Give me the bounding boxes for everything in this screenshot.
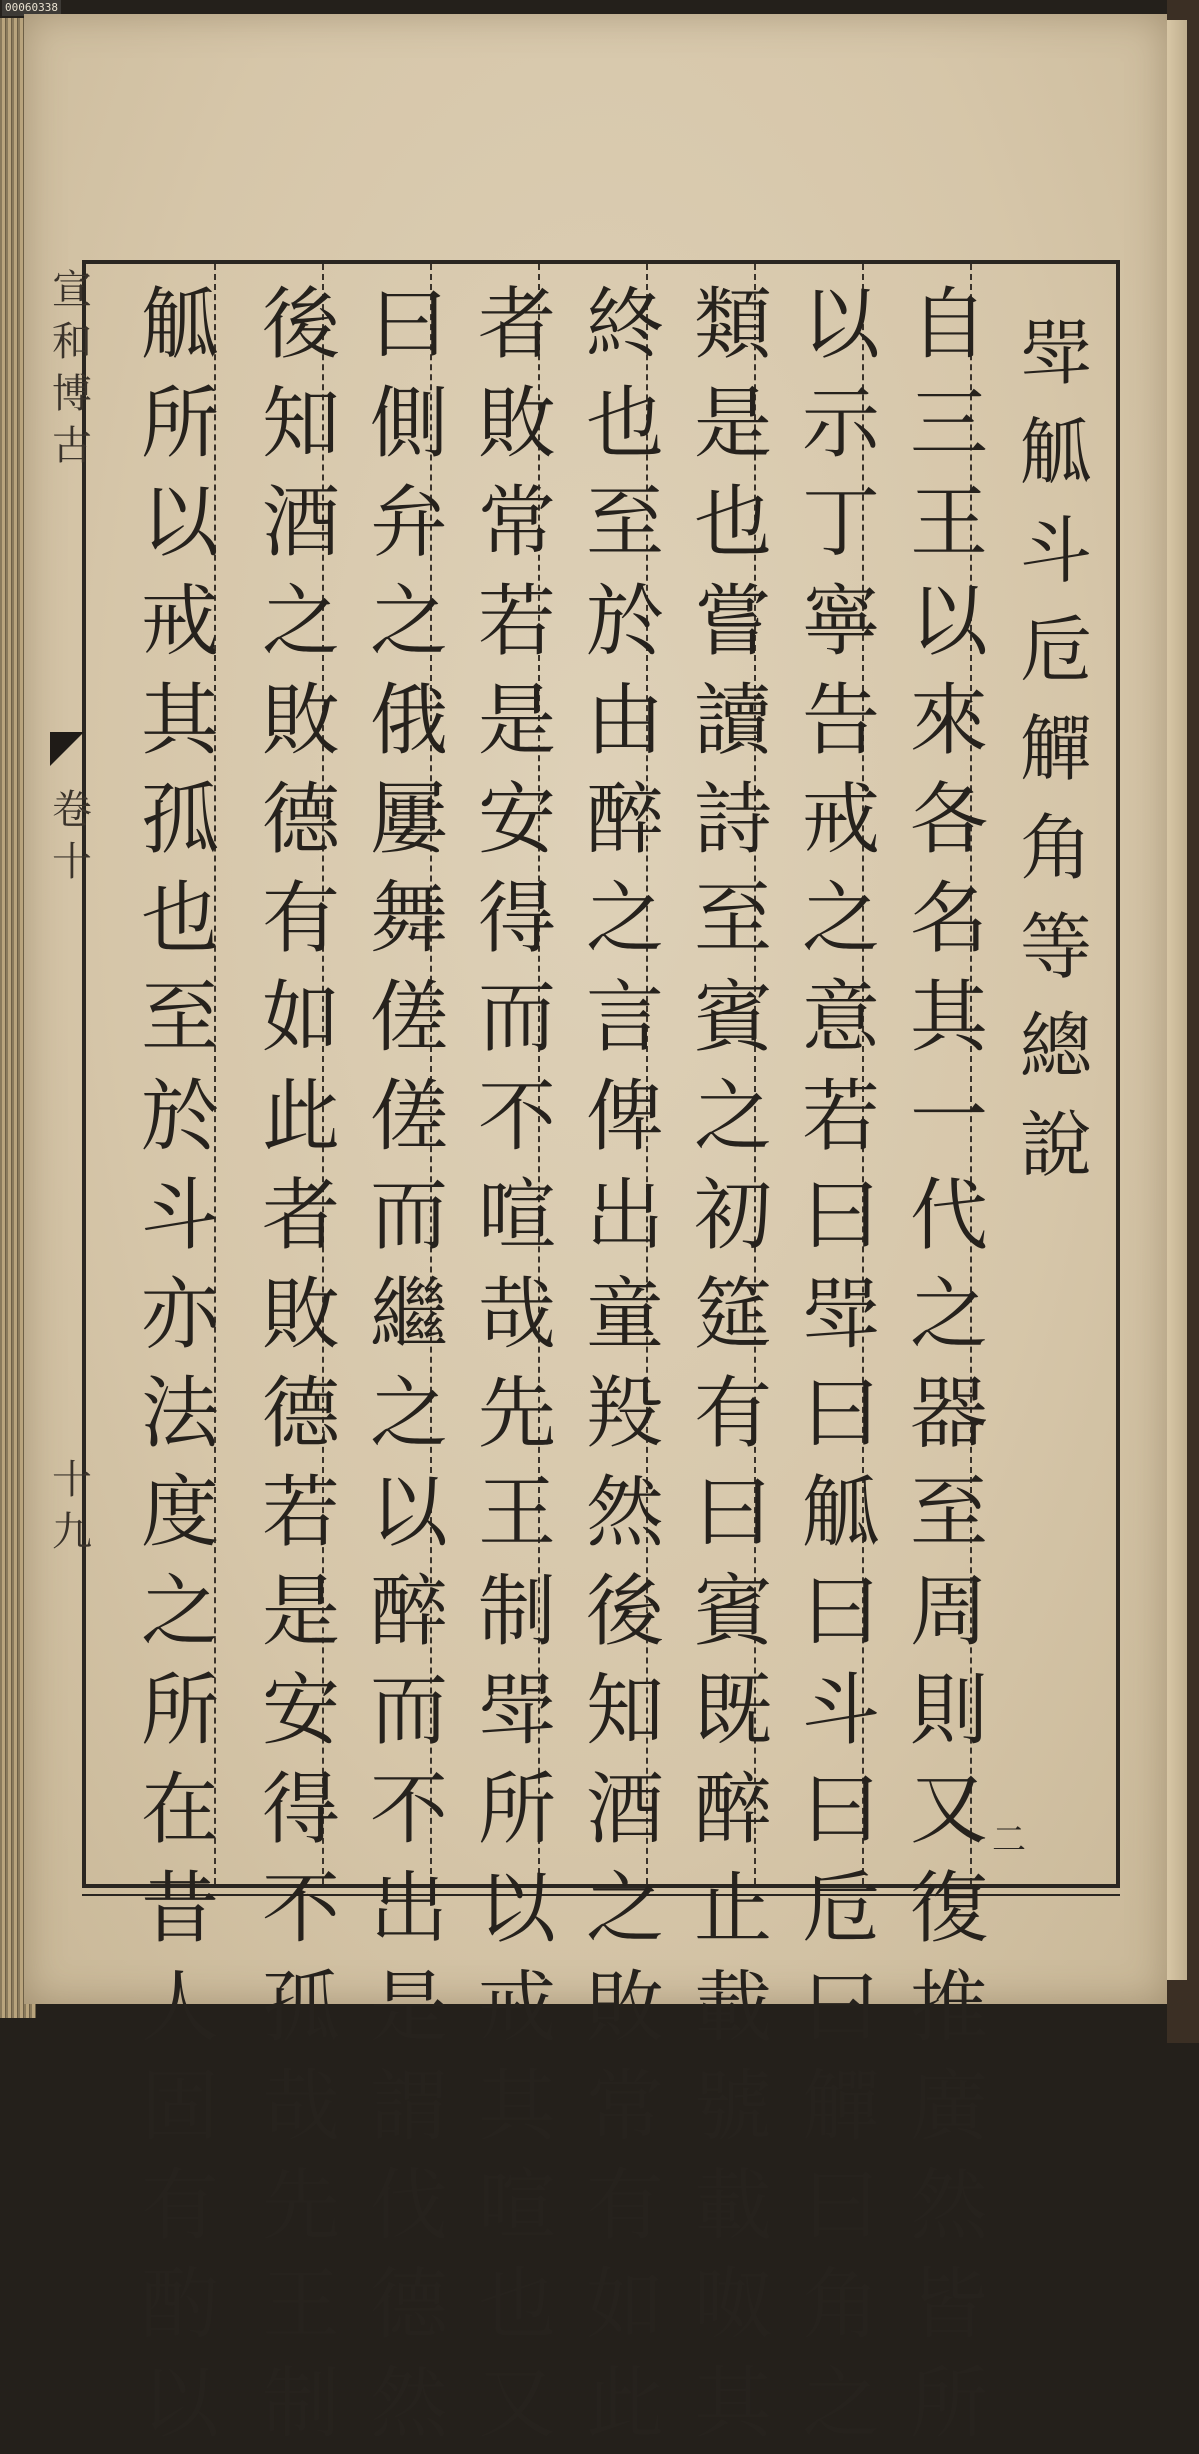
character: 得 (261, 1765, 340, 1855)
character: 三 (909, 379, 988, 469)
character: 屢 (369, 775, 448, 865)
character: 九 (52, 1509, 92, 1555)
text-column (899, 276, 999, 2454)
character: 其 (140, 676, 219, 766)
character: 止 (693, 1864, 772, 1954)
character: 告 (801, 676, 880, 766)
character: 羖 (585, 1369, 664, 1459)
character: 固 (140, 2062, 219, 2152)
character: 若 (477, 577, 556, 667)
character: 一 (909, 1072, 988, 1162)
character: 曰 (801, 1567, 880, 1657)
folio-number: 二 (992, 1820, 1026, 1860)
text-column (251, 276, 351, 2454)
character: 者 (261, 1171, 340, 1261)
character: 號 (693, 2062, 772, 2152)
character: 俄 (369, 676, 448, 766)
character: 不 (477, 1072, 556, 1162)
character: 也 (585, 379, 664, 469)
character: 筵 (693, 1270, 772, 1360)
character: 則 (909, 1666, 988, 1756)
character: 以 (801, 280, 880, 370)
character: 之 (693, 1072, 772, 1162)
character: 之 (801, 2359, 880, 2449)
character: 斝 (801, 1270, 880, 1360)
character: 醉 (585, 775, 664, 865)
character: 曰 (801, 1171, 880, 1261)
character: 以 (140, 478, 219, 568)
character: 斗 (1019, 509, 1092, 593)
character: 賓 (693, 973, 772, 1063)
character: 詩 (693, 775, 772, 865)
character: 讀 (693, 676, 772, 766)
character: 既 (693, 1666, 772, 1756)
character: 廣 (909, 2062, 988, 2152)
character: 周 (909, 1567, 988, 1657)
character: 然 (369, 2359, 448, 2449)
character: 以 (909, 577, 988, 667)
character: 和 (52, 319, 92, 365)
character: 不 (261, 1864, 340, 1954)
character: 知 (261, 379, 340, 469)
character: 人 (140, 1963, 219, 2053)
character: 是 (261, 1567, 340, 1657)
character: 來 (909, 676, 988, 766)
character: 所 (909, 2359, 988, 2449)
character: 言 (585, 973, 664, 1063)
character: 戒 (801, 775, 880, 865)
character: 卷 (52, 787, 92, 833)
character: 以 (140, 2359, 219, 2449)
character: 以 (369, 1468, 448, 1558)
character: 安 (261, 1666, 340, 1756)
character: 有 (585, 2161, 664, 2251)
character: 之 (909, 1270, 988, 1360)
character: 斝 (1019, 311, 1092, 395)
character: 常 (585, 2062, 664, 2152)
character: 法 (140, 1369, 219, 1459)
character: 觚 (140, 280, 219, 370)
character: 類 (693, 280, 772, 370)
character: 示 (801, 379, 880, 469)
character: 戒 (477, 1963, 556, 2053)
character: 推 (909, 1963, 988, 2053)
character: 而 (369, 1171, 448, 1261)
character: 名 (909, 874, 988, 964)
character: 嘗 (693, 577, 772, 667)
character: 自 (909, 280, 988, 370)
character: 如 (585, 2260, 664, 2350)
character: 出 (585, 1171, 664, 1261)
text-column (683, 276, 783, 2454)
character: 哉 (477, 1270, 556, 1360)
character: 各 (909, 775, 988, 865)
character: 其 (693, 2359, 772, 2449)
character: 此 (585, 2359, 664, 2449)
character: 若 (801, 1072, 880, 1162)
character: 卮 (801, 1864, 880, 1954)
character: 斗 (140, 1171, 219, 1261)
character: 不 (369, 1765, 448, 1855)
margin-folio (50, 1454, 94, 1558)
character: 載 (693, 2161, 772, 2251)
character: 復 (909, 1864, 988, 1954)
character: 之 (261, 577, 340, 667)
character: 載 (693, 1963, 772, 2053)
character: 也 (140, 874, 219, 964)
character: 孤 (261, 1963, 340, 2053)
character: 側 (369, 379, 448, 469)
character: 至 (693, 874, 772, 964)
character: 其 (477, 2062, 556, 2152)
page-id-label: 00060338 (2, 0, 61, 16)
next-leaf-edge (1167, 0, 1199, 2043)
character: 觶 (1019, 707, 1092, 791)
character: 等 (1019, 905, 1092, 989)
character: 器 (909, 1369, 988, 1459)
character: 也 (693, 478, 772, 568)
character: 觚 (1019, 410, 1092, 494)
character: 安 (477, 775, 556, 865)
character: 博 (52, 371, 92, 417)
character: 所 (140, 379, 219, 469)
character: 傞 (369, 1072, 448, 1162)
character: 之 (140, 1567, 219, 1657)
character: 曰 (801, 2161, 880, 2251)
character: 而 (369, 1666, 448, 1756)
character: 昔 (140, 1864, 219, 1954)
character: 角 (1019, 806, 1092, 890)
character: 先 (477, 1369, 556, 1459)
character: 繼 (369, 1270, 448, 1360)
character: 之 (801, 874, 880, 964)
character: 如 (261, 973, 340, 1063)
text-column (575, 276, 675, 2454)
character: 戒 (140, 577, 219, 667)
character: 之 (585, 1864, 664, 1954)
next-leaf-paper (1167, 20, 1187, 1980)
character: 意 (801, 973, 880, 1063)
character: 此 (261, 1072, 340, 1162)
character: 又 (909, 1765, 988, 1855)
character: 呶 (693, 2260, 772, 2350)
character: 又 (477, 2359, 556, 2449)
character: 其 (909, 973, 988, 1063)
character: 童 (585, 1270, 664, 1360)
character: 曰 (801, 1963, 880, 2053)
character: 是 (369, 1963, 448, 2053)
character: 於 (585, 577, 664, 667)
character: 是 (693, 379, 772, 469)
character: 所 (140, 1666, 219, 1756)
character: 傞 (369, 973, 448, 1063)
character: 德 (261, 775, 340, 865)
character: 代 (909, 1171, 988, 1261)
character: 王 (261, 2260, 340, 2350)
character: 觚 (801, 1468, 880, 1558)
character: 先 (261, 2161, 340, 2251)
character: 總 (1019, 1004, 1092, 1088)
character: 以 (477, 1864, 556, 1954)
text-column (359, 276, 459, 2454)
character: 之 (585, 874, 664, 964)
fishtail-marker (50, 732, 84, 766)
character: 知 (585, 1666, 664, 1756)
character: 所 (477, 1765, 556, 1855)
character: 酌 (140, 2260, 219, 2350)
character: 然 (585, 1468, 664, 1558)
character: 在 (140, 1765, 219, 1855)
character: 孤 (140, 775, 219, 865)
character: 伐 (369, 2161, 448, 2251)
character: 至 (909, 1468, 988, 1558)
character: 之 (369, 577, 448, 667)
character: 者 (477, 280, 556, 370)
margin-title (50, 264, 94, 472)
character: 舞 (369, 874, 448, 964)
character: 角 (801, 2260, 880, 2350)
character: 是 (477, 676, 556, 766)
character: 謂 (369, 2062, 448, 2152)
character: 王 (909, 478, 988, 568)
character: 弁 (369, 478, 448, 568)
character: 常 (477, 478, 556, 568)
character: 至 (585, 478, 664, 568)
character: 曰 (693, 1468, 772, 1558)
character: 說 (1019, 1103, 1092, 1187)
character: 敗 (261, 676, 340, 766)
character: 觶 (801, 2062, 880, 2152)
character: 丁 (801, 478, 880, 568)
character: 有 (693, 1369, 772, 1459)
character: 醉 (693, 1765, 772, 1855)
character: 哉 (261, 2062, 340, 2152)
character: 亦 (140, 1270, 219, 1360)
character: 酒 (585, 1765, 664, 1855)
character: 制 (261, 2359, 340, 2449)
character: 曰 (369, 280, 448, 370)
character: 酒 (261, 478, 340, 568)
character: 寧 (801, 577, 880, 667)
character: 醉 (369, 1567, 448, 1657)
character: 俾 (585, 1072, 664, 1162)
character: 古 (52, 423, 92, 469)
character: 有 (140, 2161, 219, 2251)
character: 終 (585, 280, 664, 370)
character: 於 (140, 1072, 219, 1162)
character: 也 (477, 2260, 556, 2350)
character: 斝 (477, 1666, 556, 1756)
text-column (130, 276, 230, 2454)
character: 宣 (52, 267, 92, 313)
character: 制 (477, 1567, 556, 1657)
character: 喧 (477, 1171, 556, 1261)
character: 皆 (909, 2260, 988, 2350)
character: 曰 (801, 1765, 880, 1855)
character: 由 (585, 676, 664, 766)
character: 卮 (1019, 608, 1092, 692)
character: 然 (909, 2161, 988, 2251)
character: 王 (477, 1468, 556, 1558)
text-column (791, 276, 891, 2454)
character: 敗 (261, 1270, 340, 1360)
character: 曰 (801, 1369, 880, 1459)
character: 後 (585, 1567, 664, 1657)
margin-volume (50, 784, 94, 888)
character: 賓 (693, 1567, 772, 1657)
character: 德 (369, 2260, 448, 2350)
character: 之 (369, 1369, 448, 1459)
character: 德 (261, 1369, 340, 1459)
book-page (24, 14, 1168, 2449)
text-column (467, 276, 567, 2454)
character: 而 (477, 973, 556, 1063)
character: 至 (140, 973, 219, 1063)
character: 若 (261, 1468, 340, 1558)
character: 敗 (585, 1963, 664, 2053)
character: 後 (261, 280, 340, 370)
character: 斗 (801, 1666, 880, 1756)
character: 十 (52, 1457, 92, 1503)
character: 初 (693, 1171, 772, 1261)
character: 度 (140, 1468, 219, 1558)
section-heading (1006, 304, 1106, 1195)
character: 敗 (477, 379, 556, 469)
character: 十 (52, 839, 92, 885)
character: 得 (477, 874, 556, 964)
character: 喧 (477, 2161, 556, 2251)
character: 有 (261, 874, 340, 964)
character: 出 (369, 1864, 448, 1954)
